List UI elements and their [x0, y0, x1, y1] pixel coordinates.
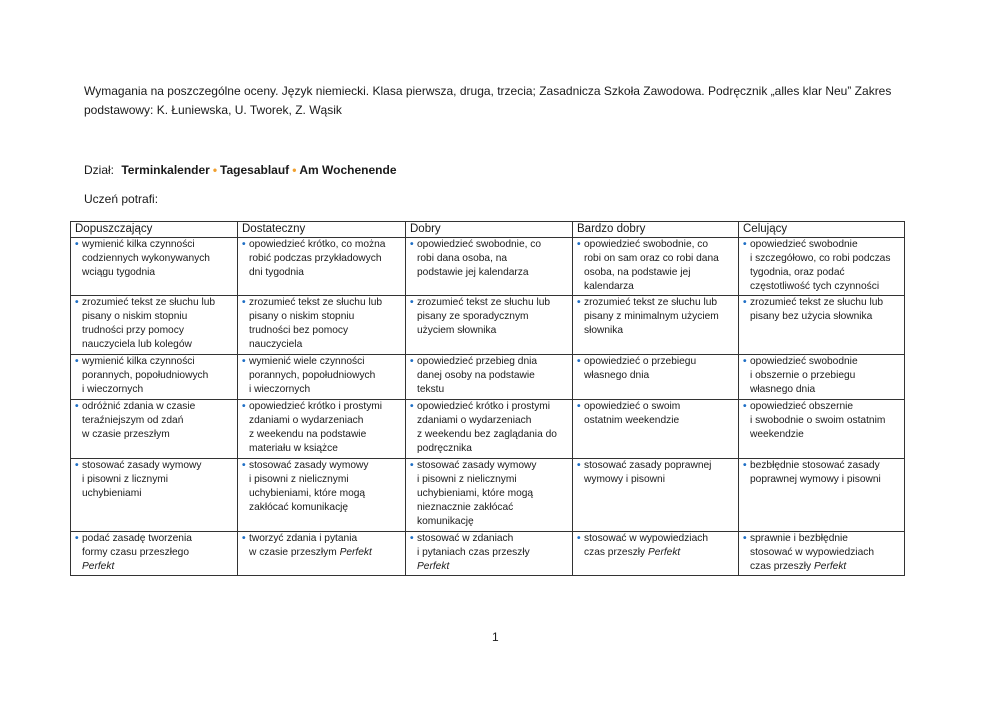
list-item — [410, 355, 568, 397]
cell-text-line: zdaniami o wydarzeniach — [417, 415, 532, 426]
bullet-icon: • — [242, 401, 246, 412]
cell-text-line: tekstu — [417, 384, 445, 395]
cell-text-line: stosować zasady wymowy — [82, 460, 202, 471]
cell-text-line: Perfekt — [417, 561, 450, 572]
column-header: Dopuszczający — [71, 222, 238, 238]
table-cell — [238, 532, 406, 576]
cell-text-line: z weekendu bez zaglądania do — [417, 429, 557, 440]
cell-text-line: ostatnim weekendzie — [584, 415, 680, 426]
table-row — [71, 238, 905, 296]
column-header: Dostateczny — [238, 222, 406, 238]
bullet-icon: • — [410, 401, 414, 412]
list-item — [75, 238, 233, 280]
cell-text-line: opowiedzieć swobodnie, co — [417, 239, 542, 250]
cell-text-line: tygodnia, oraz podać — [750, 267, 845, 278]
table-cell — [71, 355, 238, 400]
table-cell — [406, 296, 573, 355]
bullet-icon: • — [577, 401, 581, 412]
cell-text-line: zrozumieć tekst ze słuchu lub — [249, 297, 383, 308]
cell-text-line: stosować zasady poprawnej — [584, 460, 712, 471]
list-item — [410, 296, 568, 338]
table-cell — [71, 296, 238, 355]
list-item — [242, 355, 401, 397]
cell-text-line: sprawnie i bezbłędnie — [750, 533, 848, 544]
cell-text-line: Perfekt — [82, 561, 115, 572]
cell-text-line: robi dana osoba, na — [417, 253, 508, 264]
cell-text-line: porannych, popołudniowych — [249, 370, 376, 381]
cell-text-line: pisany ze sporadycznym — [417, 311, 529, 322]
list-item — [577, 296, 734, 338]
bullet-icon: • — [743, 401, 747, 412]
cell-text-line: stosować zasady wymowy — [417, 460, 537, 471]
table-cell — [573, 400, 739, 459]
cell-text-line: i pisowni z licznymi — [82, 474, 169, 485]
cell-text-line: danej osoby na podstawie — [417, 370, 535, 381]
cell-text-line: zdaniami o wydarzeniach — [249, 415, 364, 426]
table-cell — [573, 532, 739, 576]
cell-text-line: opowiedzieć swobodnie, co — [584, 239, 709, 250]
table-body — [71, 238, 905, 576]
bullet-icon: • — [743, 460, 747, 471]
list-item — [75, 532, 233, 574]
cell-text-line: formy czasu przeszłego — [82, 547, 190, 558]
cell-text-line: wciągu tygodnia — [82, 267, 156, 278]
cell-text-line: częstotliwość tych czynności — [750, 281, 880, 292]
cell-text-line: opowiedzieć swobodnie — [750, 239, 858, 250]
table-cell — [406, 400, 573, 459]
bullet-icon: • — [75, 239, 79, 250]
cell-text-line: wymienić wiele czynności — [249, 356, 365, 367]
cell-text-line: kalendarza — [584, 281, 634, 292]
bullet-icon: • — [410, 356, 414, 367]
table-cell — [406, 238, 573, 296]
list-item — [75, 355, 233, 397]
cell-text-line: trudności bez pomocy — [249, 325, 349, 336]
list-item — [577, 459, 734, 487]
cell-text-line: własnego dnia — [584, 370, 650, 381]
cell-text-line: wymowy i pisowni — [584, 474, 665, 485]
table-header-row — [71, 222, 905, 238]
cell-text-line: nauczyciela lub kolegów — [82, 339, 192, 350]
list-item — [410, 532, 568, 574]
table-cell — [406, 532, 573, 576]
bullet-icon: • — [242, 297, 246, 308]
cell-text-line: podstawie jej kalendarza — [417, 267, 529, 278]
list-item — [743, 532, 900, 574]
table-cell — [406, 459, 573, 532]
table-cell — [739, 532, 905, 576]
list-item — [410, 400, 568, 456]
cell-text-line: zrozumieć tekst ze słuchu lub — [82, 297, 216, 308]
cell-text-line: materiału w książce — [249, 443, 338, 454]
separator-dot-icon: • — [292, 163, 297, 177]
cell-text-line: zrozumieć tekst ze słuchu lub — [417, 297, 551, 308]
bullet-icon: • — [743, 297, 747, 308]
table-cell — [238, 355, 406, 400]
cell-text-line: uchybieniami, które mogą — [249, 488, 366, 499]
table-cell — [573, 355, 739, 400]
document-intro — [84, 82, 904, 120]
table-cell — [573, 238, 739, 296]
column-header: Celujący — [739, 222, 905, 238]
bullet-icon: • — [743, 239, 747, 250]
bullet-icon: • — [577, 356, 581, 367]
table-cell — [739, 238, 905, 296]
cell-text-line: i pisowni z nielicznymi — [249, 474, 349, 485]
bullet-icon: • — [75, 460, 79, 471]
list-item — [75, 459, 233, 501]
bullet-icon: • — [743, 356, 747, 367]
cell-text-line: stosować w zdaniach — [417, 533, 514, 544]
bullet-icon: • — [577, 239, 581, 250]
cell-text-line: dni tygodnia — [249, 267, 304, 278]
cell-text-line: podać zasadę tworzenia — [82, 533, 192, 544]
cell-text-line: użyciem słownika — [417, 325, 497, 336]
cell-text-line: porannych, popołudniowych — [82, 370, 209, 381]
intro-line-2: podstawowy: K. Łuniewska, U. Tworek, Z. Wąsik — [84, 103, 342, 117]
cell-text-line: pisany o niskim stopniu — [249, 311, 355, 322]
section-topic-1: Terminkalender — [121, 163, 210, 177]
cell-text-line: wymienić kilka czynności — [82, 239, 195, 250]
list-item — [743, 355, 900, 397]
table-cell — [739, 459, 905, 532]
cell-text-line: codziennych wykonywanych — [82, 253, 210, 264]
cell-text-line: i pisowni z nielicznymi — [417, 474, 517, 485]
cell-text-line: słownika — [584, 325, 624, 336]
cell-text-line: i wieczornych — [82, 384, 144, 395]
cell-text-line: opowiedzieć obszernie — [750, 401, 854, 412]
column-header: Bardzo dobry — [573, 222, 739, 238]
cell-text-line: uchybieniami — [82, 488, 142, 499]
cell-text-line: własnego dnia — [750, 384, 816, 395]
cell-text-line: robić podczas przykładowych — [249, 253, 382, 264]
cell-text-line: odróżnić zdania w czasie — [82, 401, 196, 412]
bullet-icon: • — [410, 297, 414, 308]
cell-text-line: trudności przy pomocy — [82, 325, 184, 336]
section-topic-3: Am Wochenende — [299, 163, 397, 177]
list-item — [577, 400, 734, 428]
cell-text-line: w czasie przeszłym Perfekt — [249, 547, 372, 558]
cell-text-line: nauczyciela — [249, 339, 303, 350]
cell-text-line: osoba, na podstawie jej — [584, 267, 691, 278]
bullet-icon: • — [75, 356, 79, 367]
cell-text-line: zrozumieć tekst ze słuchu lub — [750, 297, 884, 308]
bullet-icon: • — [242, 356, 246, 367]
cell-text-line: opowiedzieć przebieg dnia — [417, 356, 538, 367]
cell-text-line: opowiedzieć krótko, co można — [249, 239, 386, 250]
cell-text-line: i swobodnie o swoim ostatnim — [750, 415, 886, 426]
cell-text-line: czas przeszły Perfekt — [584, 547, 681, 558]
table-cell — [238, 400, 406, 459]
cell-text-line: pisany z minimalnym użyciem — [584, 311, 719, 322]
bullet-icon: • — [242, 533, 246, 544]
table-cell — [739, 400, 905, 459]
table-cell — [573, 296, 739, 355]
table-row — [71, 459, 905, 532]
cell-text-line: tworzyć zdania i pytania — [249, 533, 358, 544]
lead-text: Uczeń potrafi: — [84, 192, 159, 206]
table-cell — [71, 400, 238, 459]
cell-text-line: w czasie przeszłym — [82, 429, 170, 440]
cell-text-line: zrozumieć tekst ze słuchu lub — [584, 297, 718, 308]
table-row — [71, 355, 905, 400]
cell-text-line: pisany bez użycia słownika — [750, 311, 873, 322]
cell-text-line: komunikację — [417, 516, 474, 527]
section-topic-2: Tagesablauf — [220, 163, 290, 177]
table-cell — [739, 296, 905, 355]
cell-text-line: czas przeszły Perfekt — [750, 561, 847, 572]
requirements-table — [70, 221, 905, 576]
bullet-icon: • — [242, 239, 246, 250]
cell-text-line: stosować zasady wymowy — [249, 460, 369, 471]
cell-text-line: podręcznika — [417, 443, 472, 454]
page-number: 1 — [492, 630, 499, 644]
intro-line-1: Wymagania na poszczególne oceny. Język niemiecki. Klasa pierwsza, druga, trzecia; Zasadnicza Szkoła Zawodowa. Podręcznik „alles klar Neu” Zakres — [84, 84, 892, 98]
table-row — [71, 400, 905, 459]
cell-text-line: i pytaniach czas przeszły — [417, 547, 530, 558]
cell-text-line: z weekendu na podstawie — [249, 429, 367, 440]
table-cell — [406, 355, 573, 400]
list-item — [242, 238, 401, 280]
table-cell — [238, 296, 406, 355]
cell-text-line: i obszernie o przebiegu — [750, 370, 856, 381]
list-item — [242, 459, 401, 515]
list-item — [577, 532, 734, 560]
table-cell — [739, 355, 905, 400]
cell-text-line: pisany o niskim stopniu — [82, 311, 188, 322]
section-prefix: Dział: — [84, 163, 115, 177]
cell-text-line: teraźniejszym od zdań — [82, 415, 184, 426]
cell-text-line: i szczegółowo, co robi podczas — [750, 253, 891, 264]
cell-text-line: weekendzie — [750, 429, 804, 440]
table-cell — [238, 238, 406, 296]
cell-text-line: opowiedzieć o swoim — [584, 401, 681, 412]
section-heading — [84, 162, 397, 178]
table-cell — [71, 532, 238, 576]
list-item — [743, 400, 900, 442]
bullet-icon: • — [75, 401, 79, 412]
cell-text-line: robi on sam oraz co robi dana — [584, 253, 719, 264]
bullet-icon: • — [410, 460, 414, 471]
list-item — [743, 296, 900, 324]
table-cell — [238, 459, 406, 532]
cell-text-line: i wieczornych — [249, 384, 311, 395]
cell-text-line: zakłócać komunikację — [249, 502, 349, 513]
separator-dot-icon: • — [212, 163, 218, 177]
list-item — [75, 400, 233, 442]
bullet-icon: • — [410, 533, 414, 544]
bullet-icon: • — [577, 460, 581, 471]
bullet-icon: • — [577, 533, 581, 544]
list-item — [410, 459, 568, 529]
table-cell — [573, 459, 739, 532]
bullet-icon: • — [577, 297, 581, 308]
cell-text-line: wymienić kilka czynności — [82, 356, 195, 367]
list-item — [242, 296, 401, 352]
cell-text-line: poprawnej wymowy i pisowni — [750, 474, 881, 485]
cell-text-line: opowiedzieć swobodnie — [750, 356, 858, 367]
cell-text-line: stosować w wypowiedziach — [750, 547, 875, 558]
table-row — [71, 296, 905, 355]
bullet-icon: • — [242, 460, 246, 471]
cell-text-line: opowiedzieć krótko i prostymi — [249, 401, 383, 412]
table-cell — [71, 238, 238, 296]
cell-text-line: opowiedzieć krótko i prostymi — [417, 401, 551, 412]
cell-text-line: uchybieniami, które mogą — [417, 488, 534, 499]
list-item — [743, 238, 900, 294]
list-item — [743, 459, 900, 487]
bullet-icon: • — [75, 297, 79, 308]
list-item — [242, 400, 401, 456]
table-cell — [71, 459, 238, 532]
cell-text-line: nieznacznie zakłócać — [417, 502, 514, 513]
cell-text-line: opowiedzieć o przebiegu — [584, 356, 697, 367]
list-item — [242, 532, 401, 560]
column-header: Dobry — [406, 222, 573, 238]
list-item — [577, 355, 734, 383]
list-item — [75, 296, 233, 352]
bullet-icon: • — [743, 533, 747, 544]
cell-text-line: bezbłędnie stosować zasady — [750, 460, 880, 471]
bullet-icon: • — [410, 239, 414, 250]
table-row — [71, 532, 905, 576]
list-item — [577, 238, 734, 294]
cell-text-line: stosować w wypowiedziach — [584, 533, 709, 544]
bullet-icon: • — [75, 533, 79, 544]
list-item — [410, 238, 568, 280]
